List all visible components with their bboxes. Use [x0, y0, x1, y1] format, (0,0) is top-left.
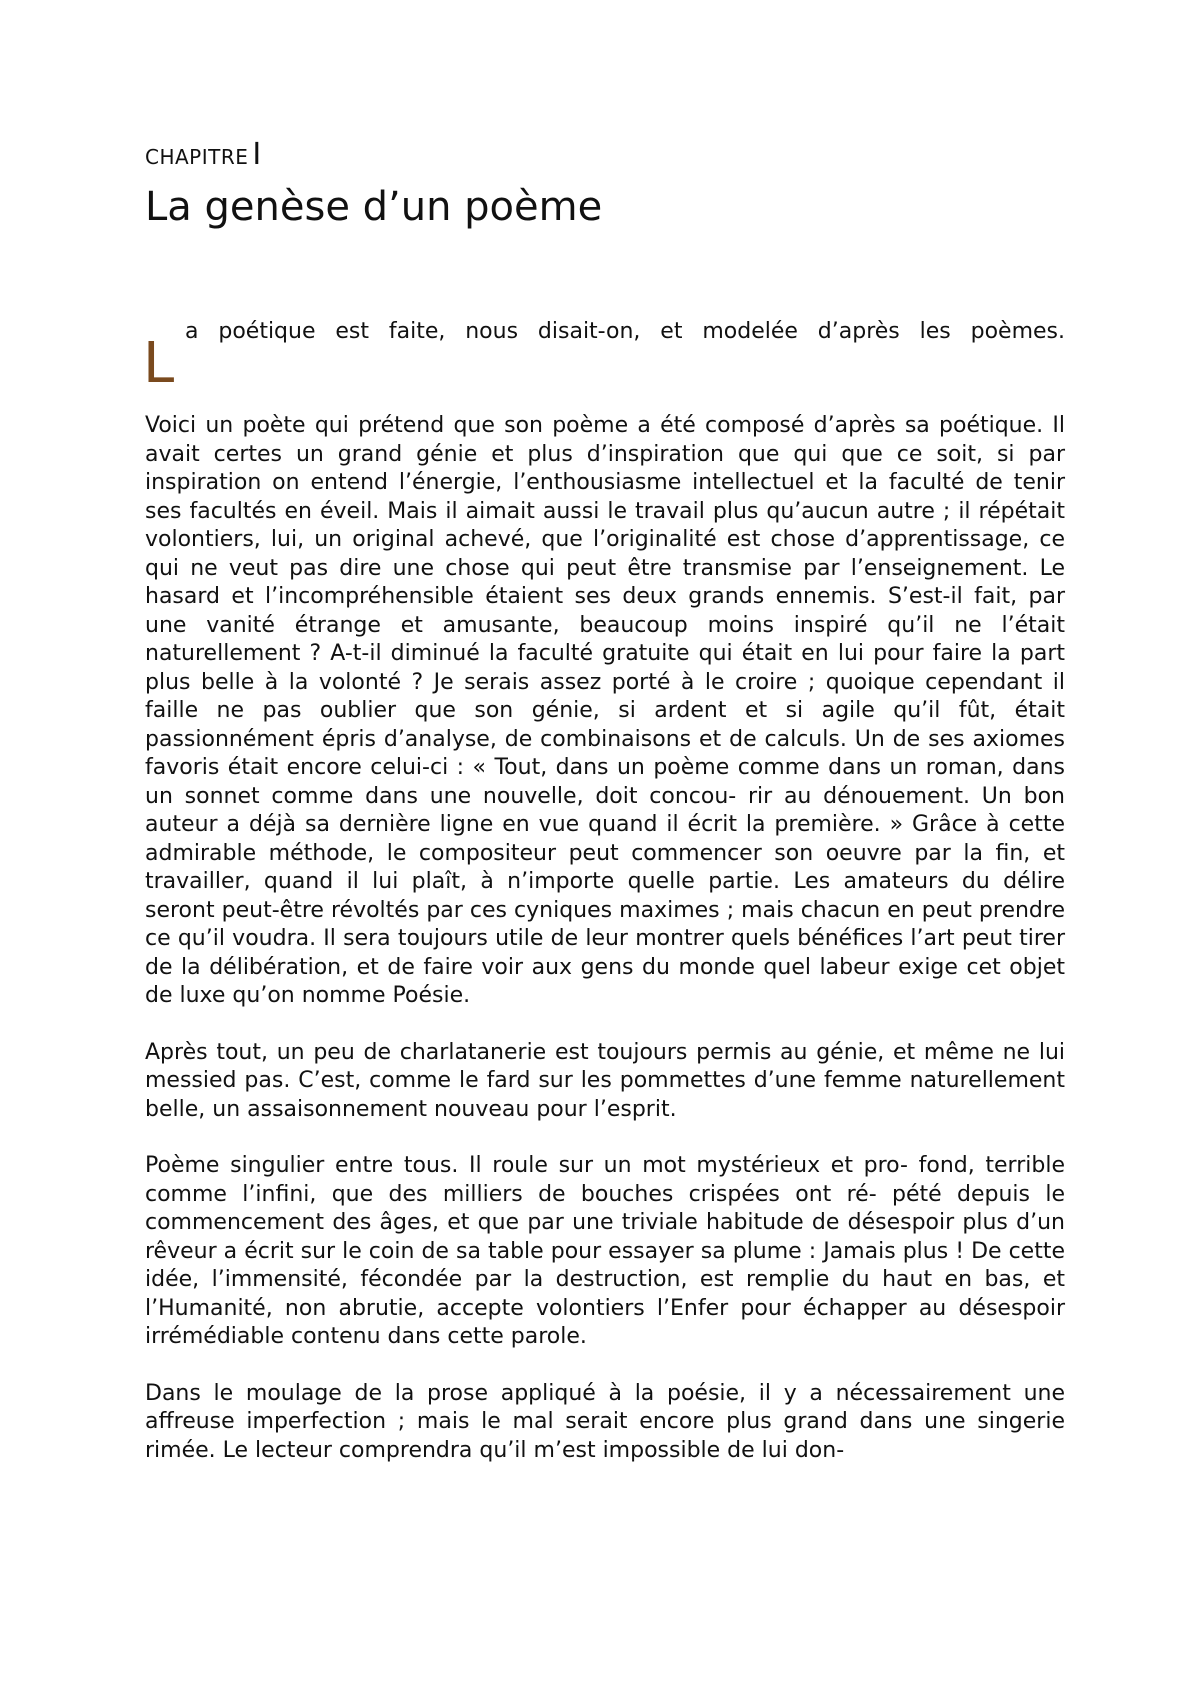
chapter-label [145, 137, 1065, 172]
paragraph-1: Voici un poète qui prétend que son poème a été composé d’après sa poétique. Il avait certes un grand génie et plus d’inspiration que qui que ce soit, si par inspiration on entend l’énergie, l’enthousiasme intellectuel et la faculté de tenir ses facultés en éveil. Mais il aimait aussi le travail plus qu’aucun autre ; il répétait volontiers, lui, un original achevé, que l’originalité est chose d’apprentissage, ce qui ne veut pas dire une chose qui peut être transmise par l’enseignement. Le hasard et l’incompréhensible étaient ses deux grands ennemis. S’est-il fait, par une vanité étrange et amusante, beaucoup moins inspiré qu’il ne l’était naturellement ? A-t-il diminué la faculté gratuite qui était en lui pour faire la part plus belle à la volonté ? Je serais assez porté à le croire ; quoique cependant il faille ne pas oublier que son génie, si ardent et si agile qu’il fût, était passionnément épris d’analyse, de combinaisons et de calculs. Un de ses axiomes favoris était encore celui-ci : « Tout, dans un poème comme dans un roman, dans un sonnet comme dans une nouvelle, doit concou- rir au dénouement. Un bon auteur a déjà sa dernière ligne en vue quand il écrit la première. » Grâce à cette admirable méthode, le compositeur peut commencer son oeuvre par la fin, et travailler, quand il lui plaît, à n’importe quelle partie. Les amateurs du délire seront peut-être révoltés par ces cyniques maximes ; mais chacun en peut prendre ce qu’il voudra. Il sera toujours utile de leur montrer quels bénéfices l’art peut tirer de la délibération, et de faire voir aux gens du monde quel labeur exige cet objet de luxe qu’on nomme Poésie. [145, 413, 1065, 1008]
paragraph-2: Après tout, un peu de charlatanerie est toujours permis au génie, et même ne lui messied pas. C’est, comme le fard sur les pommettes d’une femme naturellement belle, un assaisonnement nouveau pour l’esprit. [145, 1039, 1065, 1122]
document-page [143, 137, 1065, 1465]
paragraph-4: Dans le moulage de la prose appliqué à la poésie, il y a nécessairement une affreuse imperfection ; mais le mal serait encore plus grand dans une singerie rimée. Le lecteur comprendra qu’il m’est impossible de lui don- [145, 1380, 1065, 1463]
chapter-title: La genèse d’un poème [145, 184, 603, 230]
chapter-label-text: CHAPITRE [145, 145, 249, 169]
paragraph-3: Poème singulier entre tous. Il roule sur un mot mystérieux et pro- fond, terrible comme l’infini, que des milliers de bouches crispées ont ré- pété depuis le commencement des âges, et que par une triviale habitude de désespoir plus d’un rêveur a écrit sur le coin de sa table pour essayer sa plume : Jamais plus ! De cette idée, l’immensité, fécondée par la destruction, est remplie du haut en bas, et l’Humanité, non abrutie, accepte volontiers l’Enfer pour échapper au désespoir irrémédiable contenu dans cette parole. [145, 1153, 1065, 1349]
intro-block [143, 318, 1065, 396]
intro-line: a poétique est faite, nous disait-on, et modelée d’après les poèmes. [185, 319, 1065, 344]
drop-cap: L [143, 331, 175, 396]
chapter-number: I [252, 137, 262, 172]
